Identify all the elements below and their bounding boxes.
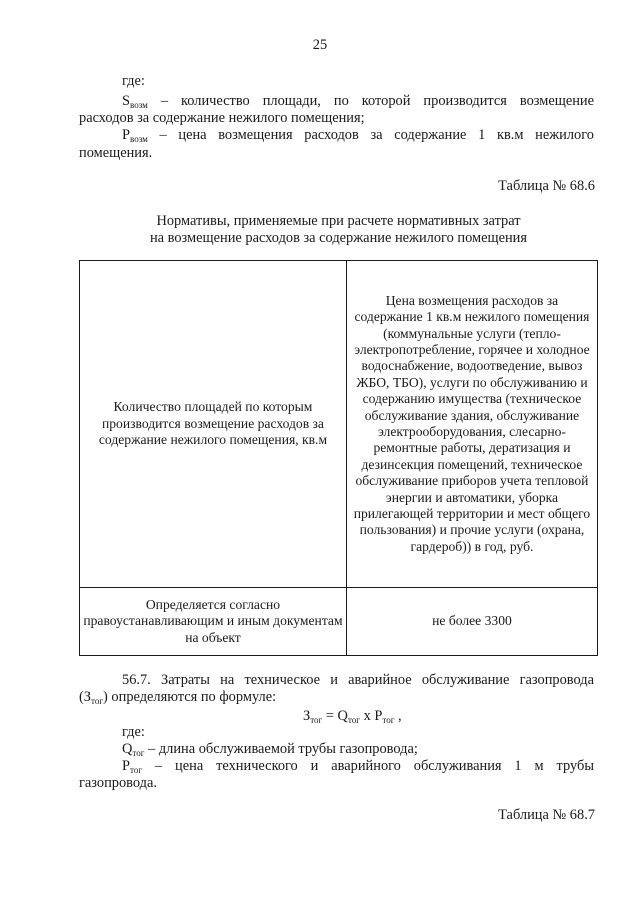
norms-table xyxy=(79,260,598,656)
row-area-cell: Определяется согласно правоустанавливающим и иным документам на объект xyxy=(80,588,347,656)
p-definition-text: – цена возмещения расходов за содержание 1 кв.м нежилого xyxy=(147,127,594,143)
formula: $З_{тог} = Q_{тог}$ x $P_{тог}$ , xyxy=(303,708,402,725)
section-567-line2: $(З_{тог})$ определяются по формуле: xyxy=(79,689,277,706)
p-tog-definition-line1: $P_{тог}$ – цена технического и аварийного обслуживания 1 м трубы xyxy=(122,758,594,775)
p-vozm-definition-line1 xyxy=(122,127,594,144)
where-label: где: xyxy=(122,73,145,89)
table-row xyxy=(80,588,598,656)
table-687-label: Таблица № 68.7 xyxy=(498,807,595,823)
s-vozm-definition-line1 xyxy=(122,93,594,110)
table-header-row xyxy=(80,261,598,588)
section-567-line1: 56.7. Затраты на техническое и аварийное обслуживание газопровода xyxy=(122,672,594,688)
table-686-title-line2: на возмещение расходов за содержание нежилого помещения xyxy=(149,230,528,246)
table-686-label: Таблица № 68.6 xyxy=(498,178,595,194)
header-area-cell: Количество площадей по которым производится возмещение расходов за содержание нежилого помещения, кв.м xyxy=(80,261,347,588)
s-definition-text: – количество площади, по которой производится возмещение xyxy=(147,93,594,109)
s-symbol: S xyxy=(122,93,131,109)
where-label-2: где: xyxy=(122,724,145,740)
p-tog-definition-line2: газопровода. xyxy=(79,775,157,791)
table-686-title-line1: Нормативы, применяемые при расчете нормативных затрат xyxy=(156,213,521,229)
s-subscript: возм xyxy=(130,100,148,110)
p-subscript: возм xyxy=(130,134,148,144)
p-symbol: P xyxy=(122,127,131,143)
page-number: 25 xyxy=(312,37,328,53)
header-price-cell: Цена возмещения расходов за содержание 1 кв.м нежилого помещения (коммунальные услуги (тепло-электропотребление, горячее и холодное водоснабжение, водоотведение, вывоз ЖБО, ТБО), услуги по обслуживанию и содержанию имущества (техническое обслуживание здания, обслуживание электрооборудования, слесарно-ремонтные работы, дератизация и дезинсекция помещений, техническое обслуживание приборов учета тепловой энергии и автоматики, уборка прилегающей территории и мест общего пользования) и прочие услуги (охрана, гардероб)) в год, руб. xyxy=(346,261,597,588)
p-vozm-definition-line2: помещения. xyxy=(79,145,153,161)
q-tog-definition: $Q_{тог}$ – длина обслуживаемой трубы газопровода; xyxy=(122,741,418,758)
s-vozm-definition-line2: расходов за содержание нежилого помещения; xyxy=(79,110,365,126)
row-price-cell: не более 3300 xyxy=(346,588,597,656)
